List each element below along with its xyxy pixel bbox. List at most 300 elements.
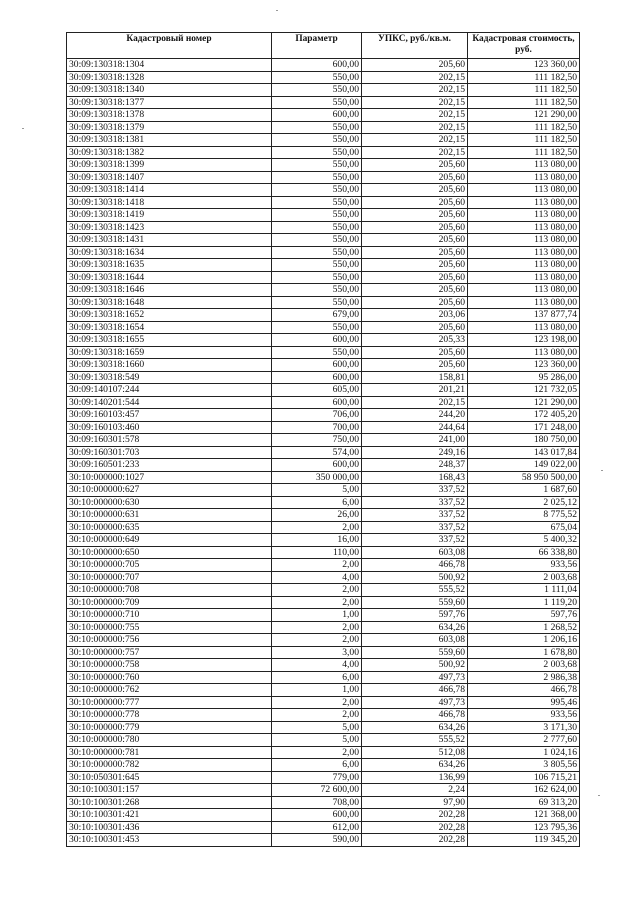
parameter-cell: 72 600,00 [272, 784, 362, 797]
cadastral-value-cell: 121 290,00 [468, 109, 580, 122]
parameter-cell: 5,00 [272, 734, 362, 747]
table-row [67, 459, 580, 472]
upks-cell: 244,20 [362, 409, 468, 422]
parameter-cell: 550,00 [272, 346, 362, 359]
cadastral-value-cell: 113 080,00 [468, 184, 580, 197]
cadastral-number-cell: 30:10:000000:782 [67, 759, 272, 772]
cadastral-value-cell: 113 080,00 [468, 346, 580, 359]
parameter-cell: 600,00 [272, 59, 362, 72]
parameter-cell: 6,00 [272, 671, 362, 684]
parameter-cell: 1,00 [272, 684, 362, 697]
table-row [67, 59, 580, 72]
upks-cell: 337,52 [362, 521, 468, 534]
table-row [67, 471, 580, 484]
cadastral-value-cell: 2 003,68 [468, 659, 580, 672]
scan-speck [276, 10, 278, 11]
cadastral-value-cell: 171 248,00 [468, 421, 580, 434]
table-row [67, 671, 580, 684]
cadastral-number-cell: 30:10:000000:1027 [67, 471, 272, 484]
cadastral-value-cell: 111 182,50 [468, 71, 580, 84]
cadastral-number-cell: 30:09:130318:1431 [67, 234, 272, 247]
table-row [67, 484, 580, 497]
cadastral-number-cell: 30:09:160103:460 [67, 421, 272, 434]
upks-cell: 97,90 [362, 796, 468, 809]
upks-cell: 244,64 [362, 421, 468, 434]
upks-cell: 205,60 [362, 196, 468, 209]
upks-cell: 203,06 [362, 309, 468, 322]
header-parameter: Параметр [272, 33, 362, 59]
cadastral-number-cell: 30:10:000000:781 [67, 746, 272, 759]
cadastral-number-cell: 30:09:140107:244 [67, 384, 272, 397]
cadastral-value-cell: 3 805,56 [468, 759, 580, 772]
parameter-cell: 550,00 [272, 221, 362, 234]
cadastral-number-cell: 30:10:100301:436 [67, 821, 272, 834]
upks-cell: 634,26 [362, 621, 468, 634]
upks-cell: 201,21 [362, 384, 468, 397]
cadastral-value-cell: 597,76 [468, 609, 580, 622]
cadastral-value-cell: 113 080,00 [468, 171, 580, 184]
upks-cell: 512,08 [362, 746, 468, 759]
upks-cell: 559,60 [362, 646, 468, 659]
parameter-cell: 550,00 [272, 84, 362, 97]
table-row [67, 834, 580, 847]
parameter-cell: 550,00 [272, 271, 362, 284]
cadastral-value-cell: 123 198,00 [468, 334, 580, 347]
cadastral-value-cell: 2 025,12 [468, 496, 580, 509]
table-row [67, 771, 580, 784]
table-row [67, 584, 580, 597]
cadastral-number-cell: 30:09:130318:1407 [67, 171, 272, 184]
upks-cell: 466,78 [362, 559, 468, 572]
table-body [67, 59, 580, 847]
table-row [67, 321, 580, 334]
table-row [67, 209, 580, 222]
upks-cell: 202,28 [362, 809, 468, 822]
upks-cell: 205,60 [362, 296, 468, 309]
upks-cell: 205,60 [362, 59, 468, 72]
upks-cell: 205,60 [362, 321, 468, 334]
parameter-cell: 600,00 [272, 396, 362, 409]
cadastral-value-cell: 113 080,00 [468, 196, 580, 209]
table-row [67, 359, 580, 372]
upks-cell: 248,37 [362, 459, 468, 472]
cadastral-number-cell: 30:10:000000:756 [67, 634, 272, 647]
cadastral-value-cell: 3 171,30 [468, 721, 580, 734]
parameter-cell: 550,00 [272, 321, 362, 334]
cadastral-number-cell: 30:09:130318:1379 [67, 121, 272, 134]
cadastral-value-cell: 111 182,50 [468, 84, 580, 97]
table-row [67, 634, 580, 647]
table-row [67, 434, 580, 447]
upks-cell: 205,60 [362, 346, 468, 359]
cadastral-value-cell: 172 405,20 [468, 409, 580, 422]
upks-cell: 634,26 [362, 721, 468, 734]
cadastral-number-cell: 30:09:160301:703 [67, 446, 272, 459]
upks-cell: 555,52 [362, 584, 468, 597]
parameter-cell: 574,00 [272, 446, 362, 459]
cadastral-number-cell: 30:09:130318:1418 [67, 196, 272, 209]
cadastral-number-cell: 30:09:130318:549 [67, 371, 272, 384]
cadastral-number-cell: 30:10:000000:758 [67, 659, 272, 672]
cadastral-number-cell: 30:10:000000:635 [67, 521, 272, 534]
cadastral-number-cell: 30:10:000000:627 [67, 484, 272, 497]
table-row [67, 109, 580, 122]
parameter-cell: 708,00 [272, 796, 362, 809]
header-cadastral-number: Кадастровый номер [67, 33, 272, 59]
upks-cell: 205,60 [362, 234, 468, 247]
cadastral-number-cell: 30:10:000000:757 [67, 646, 272, 659]
table-row [67, 534, 580, 547]
cadastral-value-cell: 123 360,00 [468, 359, 580, 372]
parameter-cell: 700,00 [272, 421, 362, 434]
cadastral-value-cell: 95 286,00 [468, 371, 580, 384]
cadastral-number-cell: 30:09:130318:1644 [67, 271, 272, 284]
upks-cell: 202,15 [362, 109, 468, 122]
upks-cell: 241,00 [362, 434, 468, 447]
upks-cell: 202,15 [362, 84, 468, 97]
table-row [67, 271, 580, 284]
cadastral-number-cell: 30:09:130318:1414 [67, 184, 272, 197]
table-row [67, 721, 580, 734]
table-row [67, 184, 580, 197]
upks-cell: 337,52 [362, 534, 468, 547]
table-row [67, 496, 580, 509]
upks-cell: 603,08 [362, 546, 468, 559]
cadastral-number-cell: 30:10:000000:779 [67, 721, 272, 734]
cadastral-number-cell: 30:10:000000:707 [67, 571, 272, 584]
upks-cell: 497,73 [362, 696, 468, 709]
cadastral-number-cell: 30:10:000000:709 [67, 596, 272, 609]
upks-cell: 202,15 [362, 71, 468, 84]
table-row [67, 646, 580, 659]
parameter-cell: 6,00 [272, 496, 362, 509]
cadastral-value-cell: 933,56 [468, 709, 580, 722]
table-row [67, 409, 580, 422]
parameter-cell: 550,00 [272, 196, 362, 209]
cadastral-number-cell: 30:09:160301:578 [67, 434, 272, 447]
upks-cell: 500,92 [362, 571, 468, 584]
cadastral-number-cell: 30:09:160103:457 [67, 409, 272, 422]
upks-cell: 466,78 [362, 684, 468, 697]
cadastral-value-cell: 58 950 500,00 [468, 471, 580, 484]
upks-cell: 205,60 [362, 271, 468, 284]
cadastral-number-cell: 30:09:130318:1423 [67, 221, 272, 234]
parameter-cell: 2,00 [272, 596, 362, 609]
cadastral-value-cell: 5 400,32 [468, 534, 580, 547]
upks-cell: 205,60 [362, 159, 468, 172]
parameter-cell: 26,00 [272, 509, 362, 522]
scan-speck [598, 795, 600, 796]
cadastral-number-cell: 30:09:130318:1328 [67, 71, 272, 84]
cadastral-number-cell: 30:09:130318:1635 [67, 259, 272, 272]
header-cadastral-value: Кадастровая стоимость, руб. [468, 33, 580, 59]
cadastral-value-cell: 111 182,50 [468, 121, 580, 134]
table-row [67, 234, 580, 247]
cadastral-number-cell: 30:10:000000:777 [67, 696, 272, 709]
cadastral-number-cell: 30:10:000000:708 [67, 584, 272, 597]
parameter-cell: 550,00 [272, 234, 362, 247]
parameter-cell: 600,00 [272, 334, 362, 347]
table-row [67, 84, 580, 97]
cadastral-number-cell: 30:10:050301:645 [67, 771, 272, 784]
parameter-cell: 590,00 [272, 834, 362, 847]
parameter-cell: 779,00 [272, 771, 362, 784]
cadastral-value-cell: 69 313,20 [468, 796, 580, 809]
scan-speck [601, 470, 603, 471]
parameter-cell: 550,00 [272, 259, 362, 272]
cadastral-number-cell: 30:09:130318:1634 [67, 246, 272, 259]
cadastral-value-cell: 111 182,50 [468, 96, 580, 109]
cadastral-value-cell: 121 368,00 [468, 809, 580, 822]
table-row [67, 159, 580, 172]
cadastral-number-cell: 30:10:000000:780 [67, 734, 272, 747]
upks-cell: 497,73 [362, 671, 468, 684]
parameter-cell: 600,00 [272, 359, 362, 372]
table-row [67, 96, 580, 109]
parameter-cell: 605,00 [272, 384, 362, 397]
table-row [67, 596, 580, 609]
parameter-cell: 600,00 [272, 109, 362, 122]
cadastral-number-cell: 30:09:130318:1655 [67, 334, 272, 347]
table-row [67, 296, 580, 309]
parameter-cell: 550,00 [272, 134, 362, 147]
parameter-cell: 706,00 [272, 409, 362, 422]
table-row [67, 621, 580, 634]
upks-cell: 337,52 [362, 509, 468, 522]
table-row [67, 284, 580, 297]
cadastral-value-cell: 121 732,05 [468, 384, 580, 397]
table-row [67, 371, 580, 384]
cadastral-value-cell: 123 795,36 [468, 821, 580, 834]
cadastral-value-cell: 1 687,60 [468, 484, 580, 497]
table-row [67, 396, 580, 409]
table-row [67, 709, 580, 722]
upks-cell: 205,60 [362, 209, 468, 222]
header-upks: УПКС, руб./кв.м. [362, 33, 468, 59]
cadastral-value-cell: 113 080,00 [468, 209, 580, 222]
table-row [67, 734, 580, 747]
cadastral-value-cell: 113 080,00 [468, 321, 580, 334]
table-row [67, 796, 580, 809]
table-row [67, 196, 580, 209]
parameter-cell: 679,00 [272, 309, 362, 322]
upks-cell: 205,33 [362, 334, 468, 347]
cadastral-value-cell: 1 268,52 [468, 621, 580, 634]
cadastral-number-cell: 30:09:130318:1377 [67, 96, 272, 109]
cadastral-number-cell: 30:09:160501:233 [67, 459, 272, 472]
table-row [67, 421, 580, 434]
upks-cell: 634,26 [362, 759, 468, 772]
parameter-cell: 2,00 [272, 696, 362, 709]
cadastral-number-cell: 30:09:140201:544 [67, 396, 272, 409]
upks-cell: 205,60 [362, 359, 468, 372]
parameter-cell: 16,00 [272, 534, 362, 547]
table-row [67, 809, 580, 822]
upks-cell: 202,28 [362, 821, 468, 834]
cadastral-value-cell: 180 750,00 [468, 434, 580, 447]
cadastral-number-cell: 30:09:130318:1382 [67, 146, 272, 159]
cadastral-number-cell: 30:10:000000:762 [67, 684, 272, 697]
table-row [67, 221, 580, 234]
table-row [67, 571, 580, 584]
parameter-cell: 4,00 [272, 659, 362, 672]
parameter-cell: 5,00 [272, 721, 362, 734]
parameter-cell: 600,00 [272, 371, 362, 384]
upks-cell: 202,15 [362, 96, 468, 109]
cadastral-value-cell: 119 345,20 [468, 834, 580, 847]
upks-cell: 500,92 [362, 659, 468, 672]
table-row [67, 259, 580, 272]
parameter-cell: 350 000,00 [272, 471, 362, 484]
cadastral-number-cell: 30:10:000000:631 [67, 509, 272, 522]
cadastral-number-cell: 30:10:000000:649 [67, 534, 272, 547]
upks-cell: 205,60 [362, 184, 468, 197]
cadastral-value-cell: 113 080,00 [468, 296, 580, 309]
parameter-cell: 750,00 [272, 434, 362, 447]
parameter-cell: 110,00 [272, 546, 362, 559]
parameter-cell: 600,00 [272, 809, 362, 822]
parameter-cell: 2,00 [272, 709, 362, 722]
table-row [67, 171, 580, 184]
cadastral-number-cell: 30:09:130318:1648 [67, 296, 272, 309]
parameter-cell: 550,00 [272, 146, 362, 159]
cadastral-value-cell: 1 024,16 [468, 746, 580, 759]
parameter-cell: 2,00 [272, 634, 362, 647]
upks-cell: 202,15 [362, 396, 468, 409]
cadastral-value-cell: 113 080,00 [468, 221, 580, 234]
table-row [67, 309, 580, 322]
scan-speck [22, 128, 24, 129]
upks-cell: 555,52 [362, 734, 468, 747]
upks-cell: 158,81 [362, 371, 468, 384]
table-row [67, 246, 580, 259]
cadastral-value-cell: 123 360,00 [468, 59, 580, 72]
cadastral-value-cell: 113 080,00 [468, 259, 580, 272]
table-row [67, 659, 580, 672]
cadastral-value-cell: 149 022,00 [468, 459, 580, 472]
table-header-row [67, 33, 580, 59]
cadastral-number-cell: 30:09:130318:1340 [67, 84, 272, 97]
parameter-cell: 550,00 [272, 121, 362, 134]
cadastral-number-cell: 30:10:100301:268 [67, 796, 272, 809]
cadastral-number-cell: 30:10:000000:778 [67, 709, 272, 722]
table-row [67, 334, 580, 347]
cadastral-value-cell: 2 777,60 [468, 734, 580, 747]
cadastral-number-cell: 30:09:130318:1378 [67, 109, 272, 122]
cadastral-number-cell: 30:10:100301:453 [67, 834, 272, 847]
upks-cell: 168,43 [362, 471, 468, 484]
upks-cell: 466,78 [362, 709, 468, 722]
cadastral-value-cell: 111 182,50 [468, 134, 580, 147]
table-row [67, 684, 580, 697]
table-row [67, 384, 580, 397]
upks-cell: 2,24 [362, 784, 468, 797]
parameter-cell: 2,00 [272, 584, 362, 597]
upks-cell: 205,60 [362, 284, 468, 297]
cadastral-value-cell: 1 678,80 [468, 646, 580, 659]
cadastral-value-cell: 1 119,20 [468, 596, 580, 609]
upks-cell: 603,08 [362, 634, 468, 647]
cadastral-value-cell: 995,46 [468, 696, 580, 709]
cadastral-number-cell: 30:10:000000:755 [67, 621, 272, 634]
cadastral-number-cell: 30:10:100301:157 [67, 784, 272, 797]
cadastral-value-cell: 113 080,00 [468, 159, 580, 172]
parameter-cell: 550,00 [272, 296, 362, 309]
upks-cell: 205,60 [362, 259, 468, 272]
upks-cell: 205,60 [362, 246, 468, 259]
table-row [67, 546, 580, 559]
cadastral-value-cell: 113 080,00 [468, 284, 580, 297]
table-row [67, 759, 580, 772]
parameter-cell: 550,00 [272, 184, 362, 197]
cadastral-number-cell: 30:09:130318:1654 [67, 321, 272, 334]
cadastral-number-cell: 30:09:130318:1659 [67, 346, 272, 359]
parameter-cell: 3,00 [272, 646, 362, 659]
upks-cell: 205,60 [362, 171, 468, 184]
table-row [67, 746, 580, 759]
parameter-cell: 2,00 [272, 621, 362, 634]
table-row [67, 509, 580, 522]
parameter-cell: 2,00 [272, 559, 362, 572]
table-row [67, 146, 580, 159]
cadastral-number-cell: 30:10:000000:650 [67, 546, 272, 559]
parameter-cell: 550,00 [272, 96, 362, 109]
cadastral-number-cell: 30:09:130318:1381 [67, 134, 272, 147]
parameter-cell: 550,00 [272, 284, 362, 297]
upks-cell: 559,60 [362, 596, 468, 609]
parameter-cell: 5,00 [272, 484, 362, 497]
cadastral-number-cell: 30:09:130318:1660 [67, 359, 272, 372]
cadastral-number-cell: 30:09:130318:1652 [67, 309, 272, 322]
parameter-cell: 550,00 [272, 246, 362, 259]
table-row [67, 609, 580, 622]
cadastral-number-cell: 30:10:000000:710 [67, 609, 272, 622]
upks-cell: 202,15 [362, 134, 468, 147]
table-row [67, 821, 580, 834]
cadastral-number-cell: 30:10:000000:705 [67, 559, 272, 572]
parameter-cell: 1,00 [272, 609, 362, 622]
upks-cell: 337,52 [362, 496, 468, 509]
table-row [67, 71, 580, 84]
parameter-cell: 550,00 [272, 171, 362, 184]
cadastral-number-cell: 30:10:000000:760 [67, 671, 272, 684]
table-row [67, 784, 580, 797]
cadastral-value-cell: 113 080,00 [468, 271, 580, 284]
cadastral-number-cell: 30:09:130318:1399 [67, 159, 272, 172]
parameter-cell: 2,00 [272, 521, 362, 534]
cadastral-value-cell: 113 080,00 [468, 246, 580, 259]
cadastral-number-cell: 30:10:000000:630 [67, 496, 272, 509]
parameter-cell: 6,00 [272, 759, 362, 772]
table-row [67, 121, 580, 134]
cadastral-number-cell: 30:09:130318:1646 [67, 284, 272, 297]
cadastral-value-cell: 1 111,04 [468, 584, 580, 597]
cadastral-number-cell: 30:09:130318:1419 [67, 209, 272, 222]
parameter-cell: 600,00 [272, 459, 362, 472]
table-row [67, 696, 580, 709]
cadastral-value-cell: 2 003,68 [468, 571, 580, 584]
table-row [67, 446, 580, 459]
cadastral-value-cell: 2 986,38 [468, 671, 580, 684]
parameter-cell: 550,00 [272, 159, 362, 172]
upks-cell: 249,16 [362, 446, 468, 459]
table-row [67, 134, 580, 147]
upks-cell: 202,15 [362, 121, 468, 134]
upks-cell: 337,52 [362, 484, 468, 497]
cadastral-number-cell: 30:09:130318:1304 [67, 59, 272, 72]
cadastral-value-cell: 121 290,00 [468, 396, 580, 409]
cadastral-value-cell: 113 080,00 [468, 234, 580, 247]
